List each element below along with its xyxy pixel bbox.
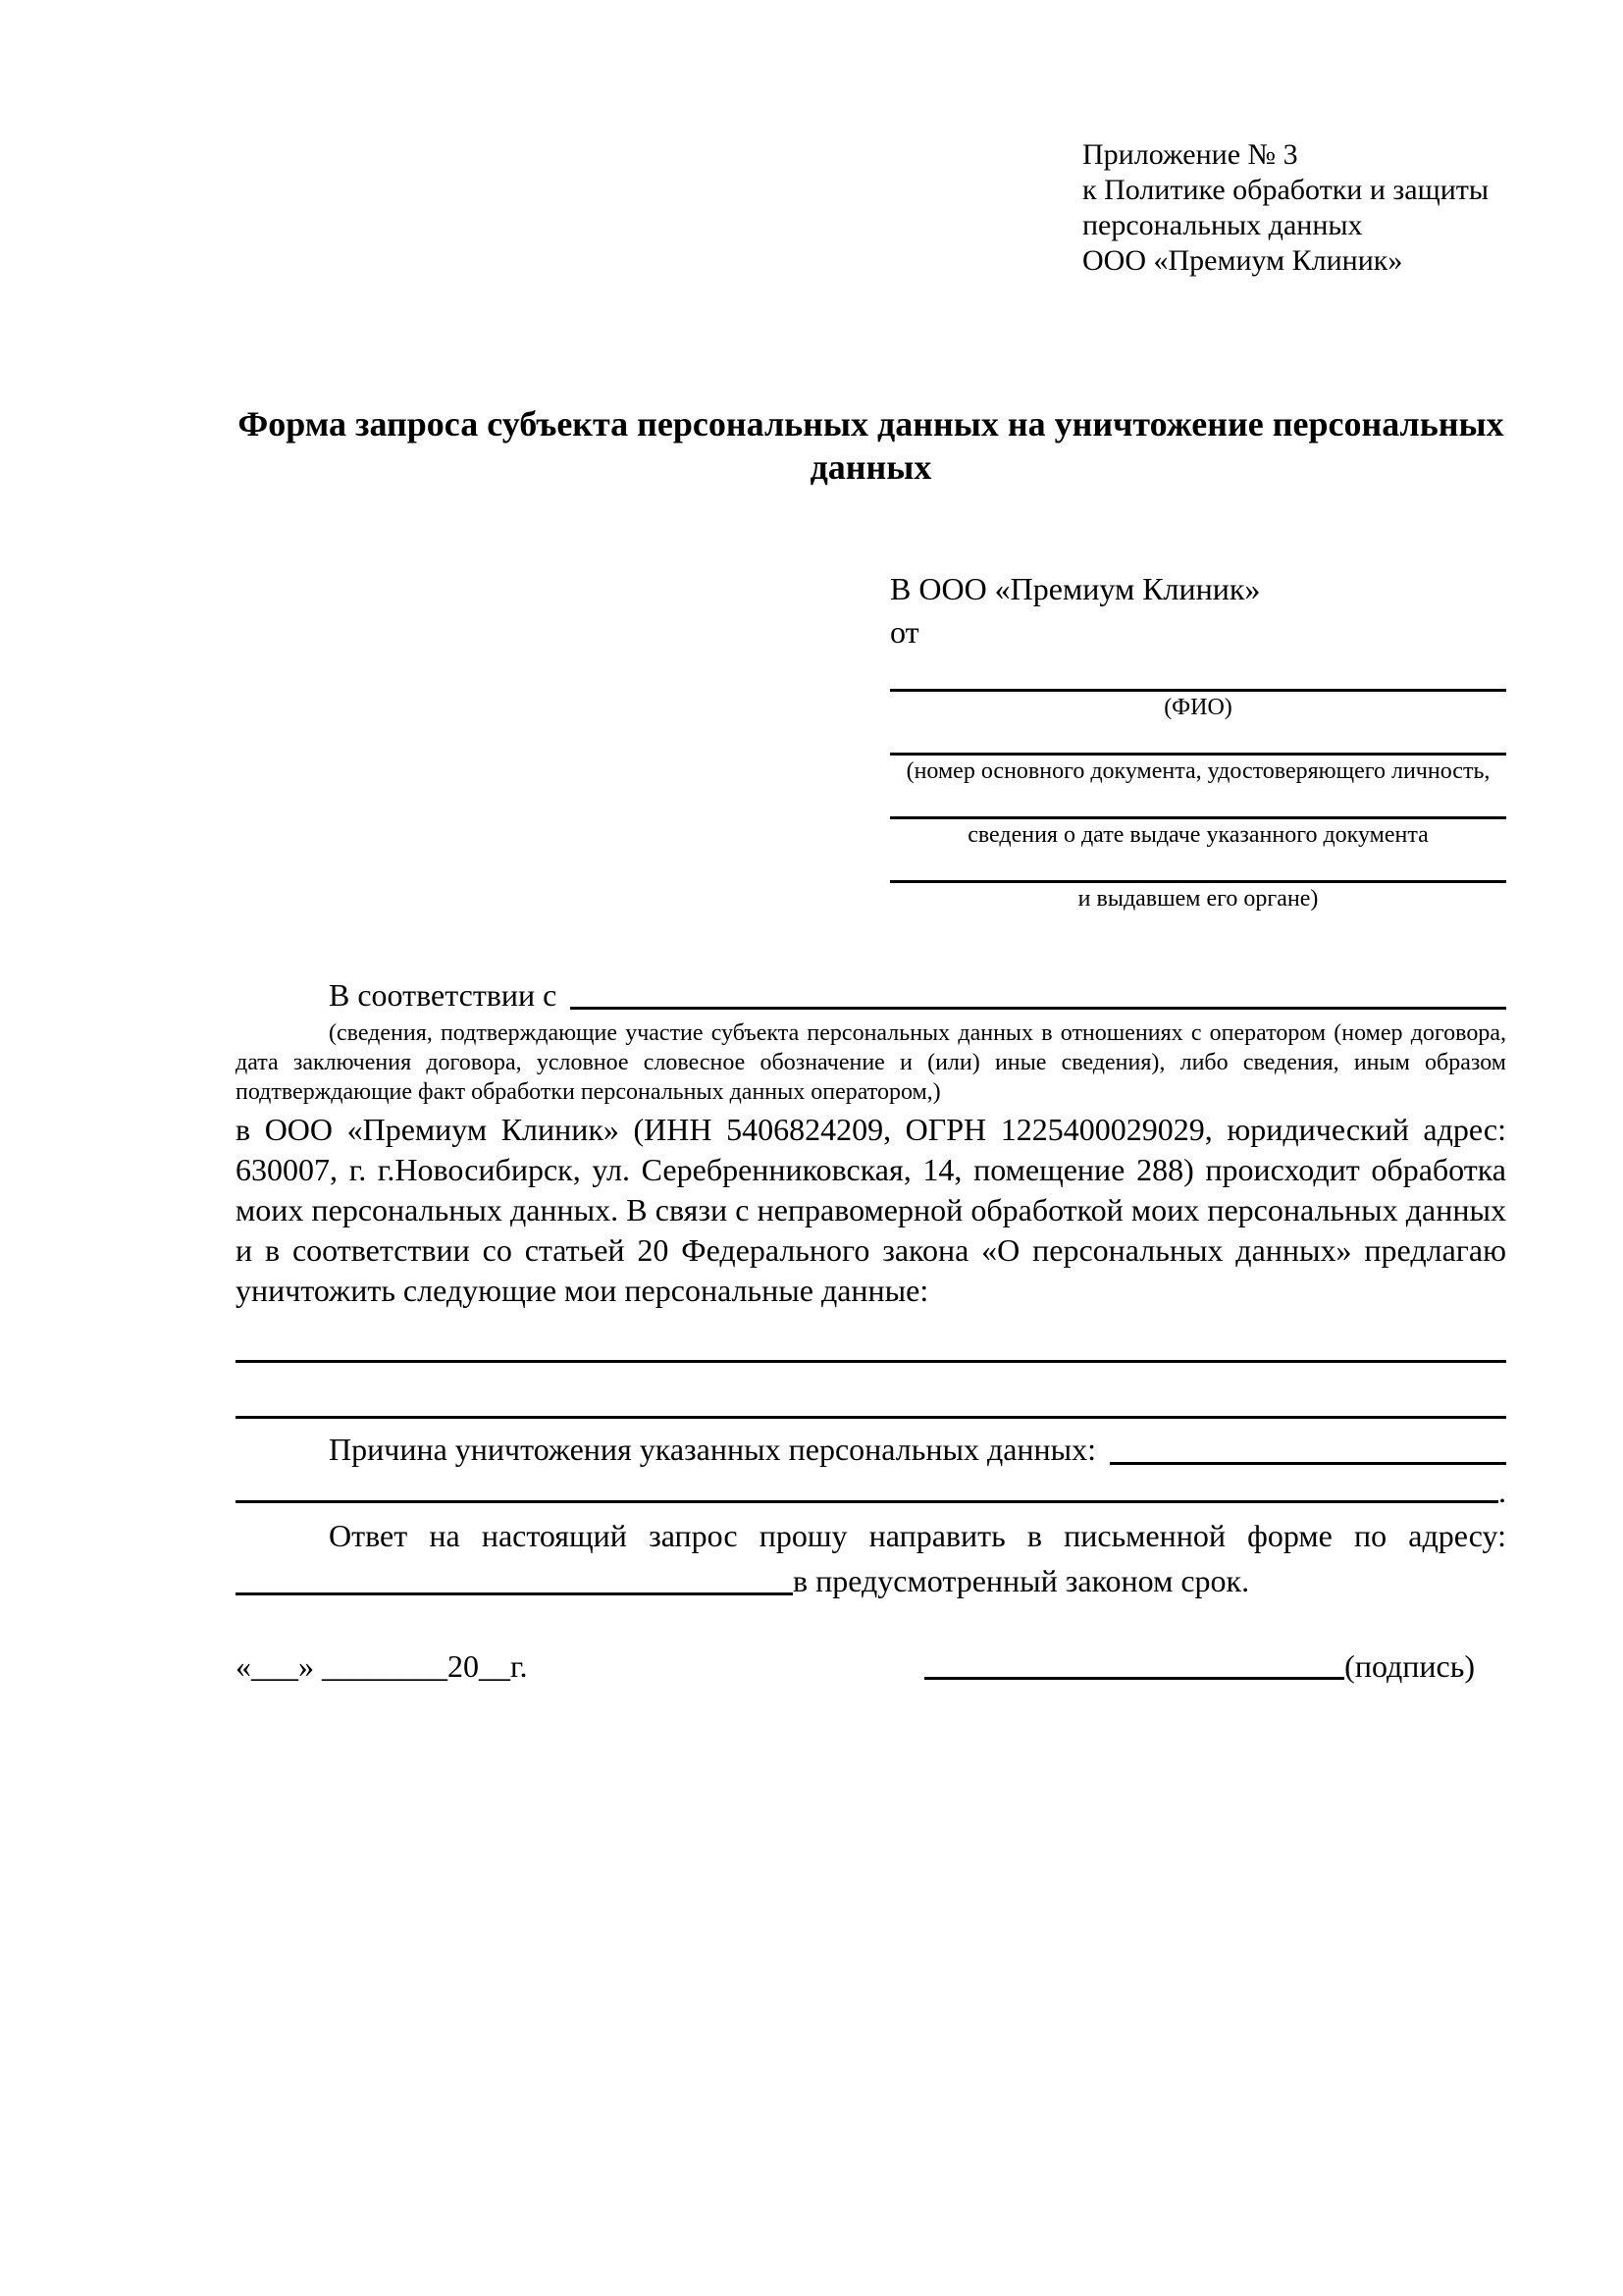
fio-blank-line xyxy=(890,653,1506,692)
date-fill-in: «___» ________20__г. xyxy=(236,1648,528,1684)
reason-continuation-blank-line xyxy=(236,1472,1498,1503)
issue-date-blank-line xyxy=(890,787,1506,819)
response-sentence: Ответ на настоящий запрос прошу направить в письменной форме по адресу: xyxy=(329,1518,1506,1553)
reason-blank-line xyxy=(1110,1427,1506,1465)
accordance-row xyxy=(236,973,1506,1017)
document-number-caption: (номер основного документа, удостоверяющего личность, xyxy=(906,758,1491,784)
appendix-header-line: ООО «Премиум Клиник» xyxy=(1082,244,1403,277)
response-suffix: в предусмотренный законом срок. xyxy=(793,1563,1250,1598)
reason-label: Причина уничтожения указанных персональных данных: xyxy=(329,1432,1097,1467)
accordance-note: (сведения, подтверждающие участие субъекта персональных данных в отношениях с оператором (номер договора, дата заключения договора, условное словесное обозначение и (или) иные сведения), либо сведения, иным образом подтверждающие факт обработки персональных данных оператором,) xyxy=(236,1020,1506,1105)
address-blank-line xyxy=(236,1558,793,1595)
signature-group xyxy=(924,1644,1475,1688)
accordance-label: В соответствии с xyxy=(329,977,557,1013)
signature-blank-line xyxy=(924,1644,1344,1680)
reason-continuation-row xyxy=(236,1472,1506,1511)
response-continuation-row xyxy=(236,1558,1506,1603)
trailing-period: . xyxy=(1498,1474,1506,1509)
reason-row xyxy=(236,1427,1506,1472)
addressee-to: В ООО «Премиум Клиник» xyxy=(890,571,1261,606)
issue-date-caption: сведения о дате выдаче указанного документа xyxy=(968,822,1429,848)
signature-caption: (подпись) xyxy=(1344,1648,1475,1684)
document-number-blank-line xyxy=(890,723,1506,756)
appendix-header xyxy=(1082,137,1514,279)
appendix-header-line: к Политике обработки и защиты xyxy=(1082,174,1490,206)
fio-caption: (ФИО) xyxy=(1164,695,1232,720)
data-blank-line-2 xyxy=(236,1363,1506,1419)
issuing-authority-caption: и выдавшем его органе) xyxy=(1077,886,1319,912)
appendix-header-line: персональных данных xyxy=(1082,209,1363,241)
issuing-authority-blank-line xyxy=(890,851,1506,883)
addressee-from-label: от xyxy=(890,614,919,650)
data-blank-line-1 xyxy=(236,1311,1506,1363)
main-paragraph: в ООО «Премиум Клиник» (ИНН 5406824209, ОГРН 1225400029029, юридический адрес: 630007, г. г.Новосибирск, ул. Серебренниковская, 14, помещение 288) происходит обработка моих персональных данных. В связи с неправомерной обработкой моих персональных данных и в соответствии со статьей 20 Федерального закона «О персональных данных» предлагаю уничтожить следующие мои персональные данные: xyxy=(236,1112,1506,1308)
date-signature-row xyxy=(236,1644,1506,1688)
addressee-block xyxy=(890,567,1506,914)
document-title: Форма запроса субъекта персональных данных на уничтожение персональных данных xyxy=(237,404,1504,487)
appendix-header-line: Приложение № 3 xyxy=(1082,138,1298,171)
accordance-blank-line xyxy=(570,973,1506,1010)
